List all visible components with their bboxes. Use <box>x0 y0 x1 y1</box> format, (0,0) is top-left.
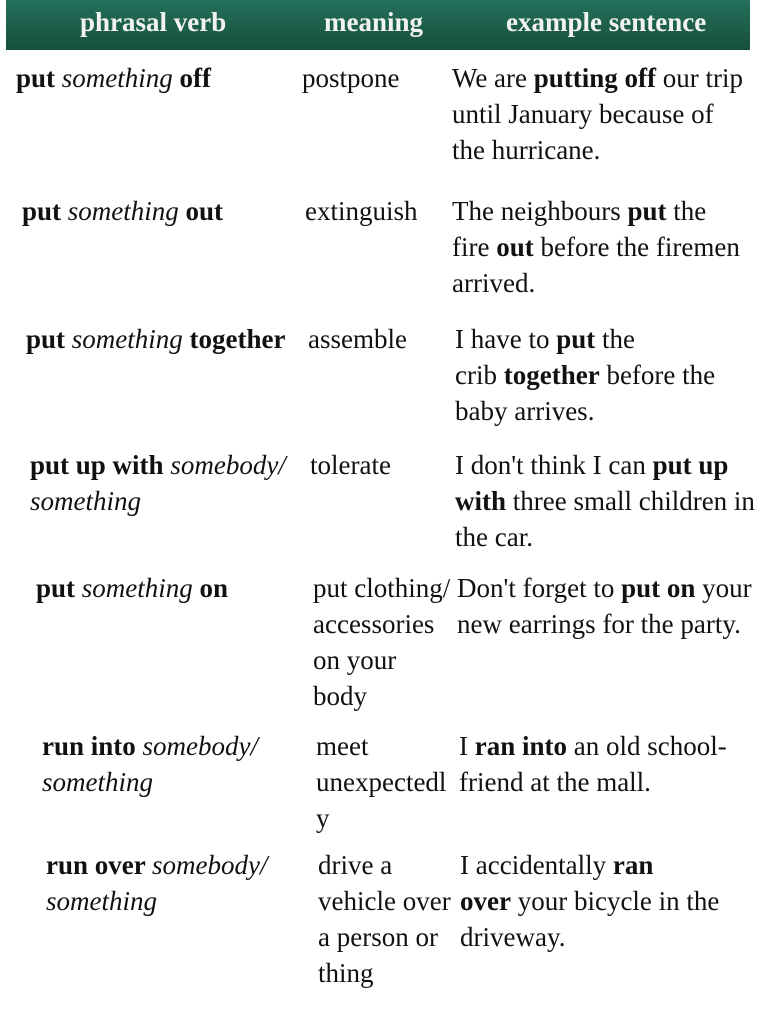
bold-text: put <box>556 324 596 354</box>
italic-text: somebody/ <box>152 850 268 880</box>
text-run: put <box>26 324 72 354</box>
bold-text: putting off <box>533 63 657 93</box>
text-run: the <box>595 324 635 354</box>
italic-text: something <box>42 767 153 797</box>
text-run: off <box>172 63 212 93</box>
meaning-cell: assemble <box>308 324 407 354</box>
text-run: I accidentally <box>460 850 613 880</box>
text-run: baby arrives. <box>455 396 595 426</box>
header-example-sentence: example sentence <box>506 7 707 37</box>
phrasal-verb-cell <box>16 60 211 96</box>
text-run: your <box>695 573 752 603</box>
example-sentence-cell <box>459 728 759 800</box>
example-sentence-cell <box>460 847 760 955</box>
italic-text: somebody/ <box>170 450 286 480</box>
phrasal-verb-cell <box>26 321 285 357</box>
bold-text: together <box>503 360 600 390</box>
text-run: an old school- <box>567 731 727 761</box>
text-run: the car. <box>455 522 533 552</box>
table-header <box>6 0 750 50</box>
bold-text: out <box>496 232 534 262</box>
phrasal-verb-cell <box>46 847 267 919</box>
italic-text: something <box>61 63 173 93</box>
bold-text: put on <box>621 573 696 603</box>
bold-text: put <box>627 196 667 226</box>
bold-text: ran into <box>474 731 568 761</box>
text-run: together <box>182 324 286 354</box>
meaning-cell: drive a vehicle over a person or thing <box>318 850 451 988</box>
text-run: run over <box>46 850 152 880</box>
text-run: three small children in <box>506 486 755 516</box>
text-run: friend at the mall. <box>459 767 651 797</box>
text-run: put <box>22 196 68 226</box>
text-run: run into <box>42 731 143 761</box>
text-run: the <box>666 196 707 226</box>
italic-text: somebody/ <box>142 731 259 761</box>
text-run: on <box>192 573 229 603</box>
meaning-cell: postpone <box>302 63 400 93</box>
example-sentence-cell <box>455 447 755 555</box>
header-meaning: meaning <box>324 7 424 37</box>
text-run: new earrings for the party. <box>457 609 741 639</box>
text-run: I have to <box>455 324 557 354</box>
example-sentence-cell <box>452 193 752 301</box>
example-sentence-cell <box>457 570 757 642</box>
text-run: put <box>16 63 62 93</box>
phrasal-verb-cell <box>36 570 228 606</box>
italic-text: something <box>81 573 193 603</box>
text-run: before the firemen <box>533 232 740 262</box>
phrasal-verb-cell <box>30 447 286 519</box>
meaning-cell: extinguish <box>305 196 418 226</box>
text-run: I don't think I can <box>455 450 653 480</box>
meaning-cell: tolerate <box>310 450 391 480</box>
text-run: driveway. <box>460 922 566 952</box>
text-run: until January because of <box>452 99 714 129</box>
text-run: out <box>178 196 224 226</box>
text-run: The neighbours <box>452 196 628 226</box>
example-sentence-cell <box>455 321 755 429</box>
meaning-cell: meet unexpectedl y <box>316 731 447 833</box>
italic-text: something <box>67 196 179 226</box>
bold-text: ran <box>612 850 654 880</box>
phrasal-verb-cell <box>22 193 223 229</box>
text-run: arrived. <box>452 268 536 298</box>
italic-text: something <box>71 324 183 354</box>
example-sentence-cell <box>452 60 752 168</box>
text-run: Don't forget to <box>457 573 622 603</box>
bold-text: put up <box>652 450 729 480</box>
text-run: I <box>459 731 475 761</box>
bold-text: with <box>455 486 507 516</box>
italic-text: something <box>46 886 157 916</box>
text-run: We are <box>452 63 534 93</box>
meaning-cell: put clothing/ accessories on your body <box>313 573 451 711</box>
italic-text: something <box>30 486 141 516</box>
text-run: your bicycle in the <box>510 886 720 916</box>
text-run: put <box>36 573 82 603</box>
phrasal-verb-cell <box>42 728 258 800</box>
text-run: before the <box>599 360 716 390</box>
text-run: our trip <box>656 63 744 93</box>
text-run: the hurricane. <box>452 135 601 165</box>
header-phrasal-verb: phrasal verb <box>80 7 227 37</box>
text-run: crib <box>455 360 504 390</box>
text-run: put up with <box>30 450 171 480</box>
bold-text: over <box>460 886 511 916</box>
text-run: fire <box>452 232 497 262</box>
